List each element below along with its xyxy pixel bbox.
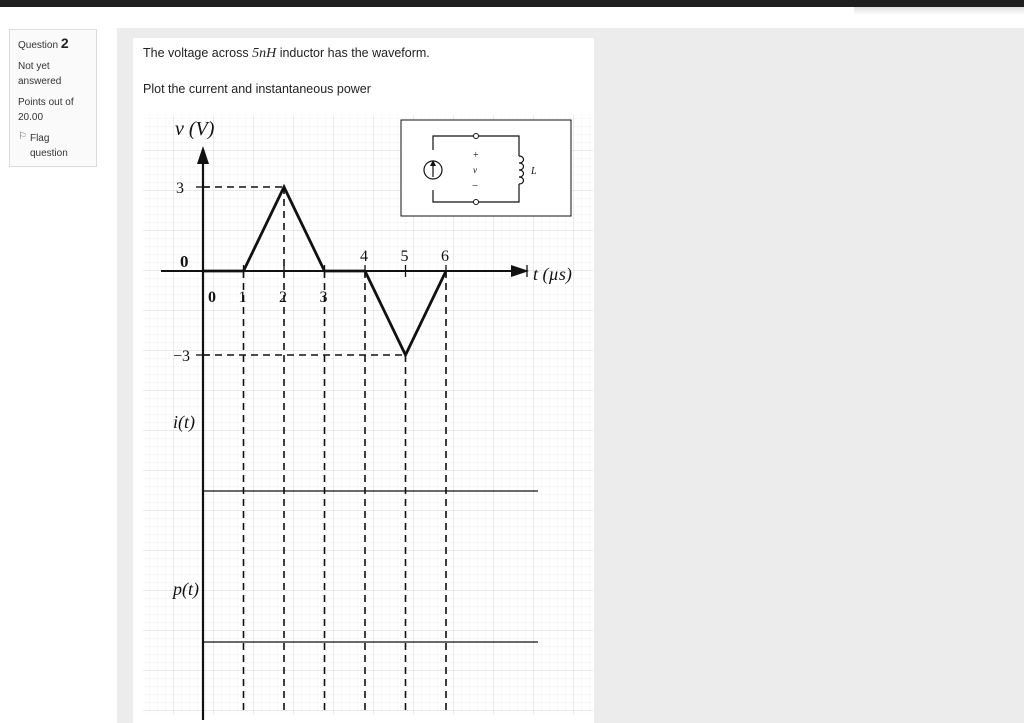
question-label: Question [18,40,59,51]
x-tick-label: 2 [279,289,287,306]
circuit-v-label: v [473,165,477,175]
p-axis-label: p(t) [173,579,199,599]
top-bar [0,0,1024,7]
x-tick-label: 3 [319,289,328,306]
flag-question-link[interactable] [18,131,88,161]
circuit-minus: − [472,180,479,192]
inductor-label: L [531,166,537,177]
terminal-top [474,134,479,139]
status-line2: answered [18,76,62,87]
t-axis-label: t (µs) [533,264,572,284]
terminal-bottom [474,200,479,205]
y-tick-label: 3 [176,180,184,197]
x-tick-label: 0 [208,289,216,306]
flag-line2: question [29,148,68,159]
points-value: 20.00 [18,112,44,123]
flag-icon: ⚐ [18,131,27,142]
y-tick-label: −3 [173,348,191,365]
circuit-plus: + [473,150,479,161]
flag-line1: Flag [29,133,50,144]
x-tick-label: 4 [360,248,368,265]
x-tick-label: 6 [441,248,449,265]
question-info-panel [9,29,97,167]
x-tick-label: 1 [238,289,247,306]
x-tick-label: 5 [400,248,409,265]
i-axis-label: i(t) [173,412,195,432]
inductance-math: 5nH [252,46,277,61]
question-number: 2 [60,35,69,51]
status-line1: Not yet [18,61,50,72]
question-line2: Plot the current and instantaneous power [143,82,371,96]
waveform-figure [133,110,594,720]
y-tick-label: 0 [180,252,189,271]
v-axis-label: v (V) [175,118,215,140]
points-label: Points out of [18,97,74,108]
top-bar-shadow [854,7,1024,15]
question-line1: The voltage across 5nH inductor has the waveform. [143,46,430,61]
